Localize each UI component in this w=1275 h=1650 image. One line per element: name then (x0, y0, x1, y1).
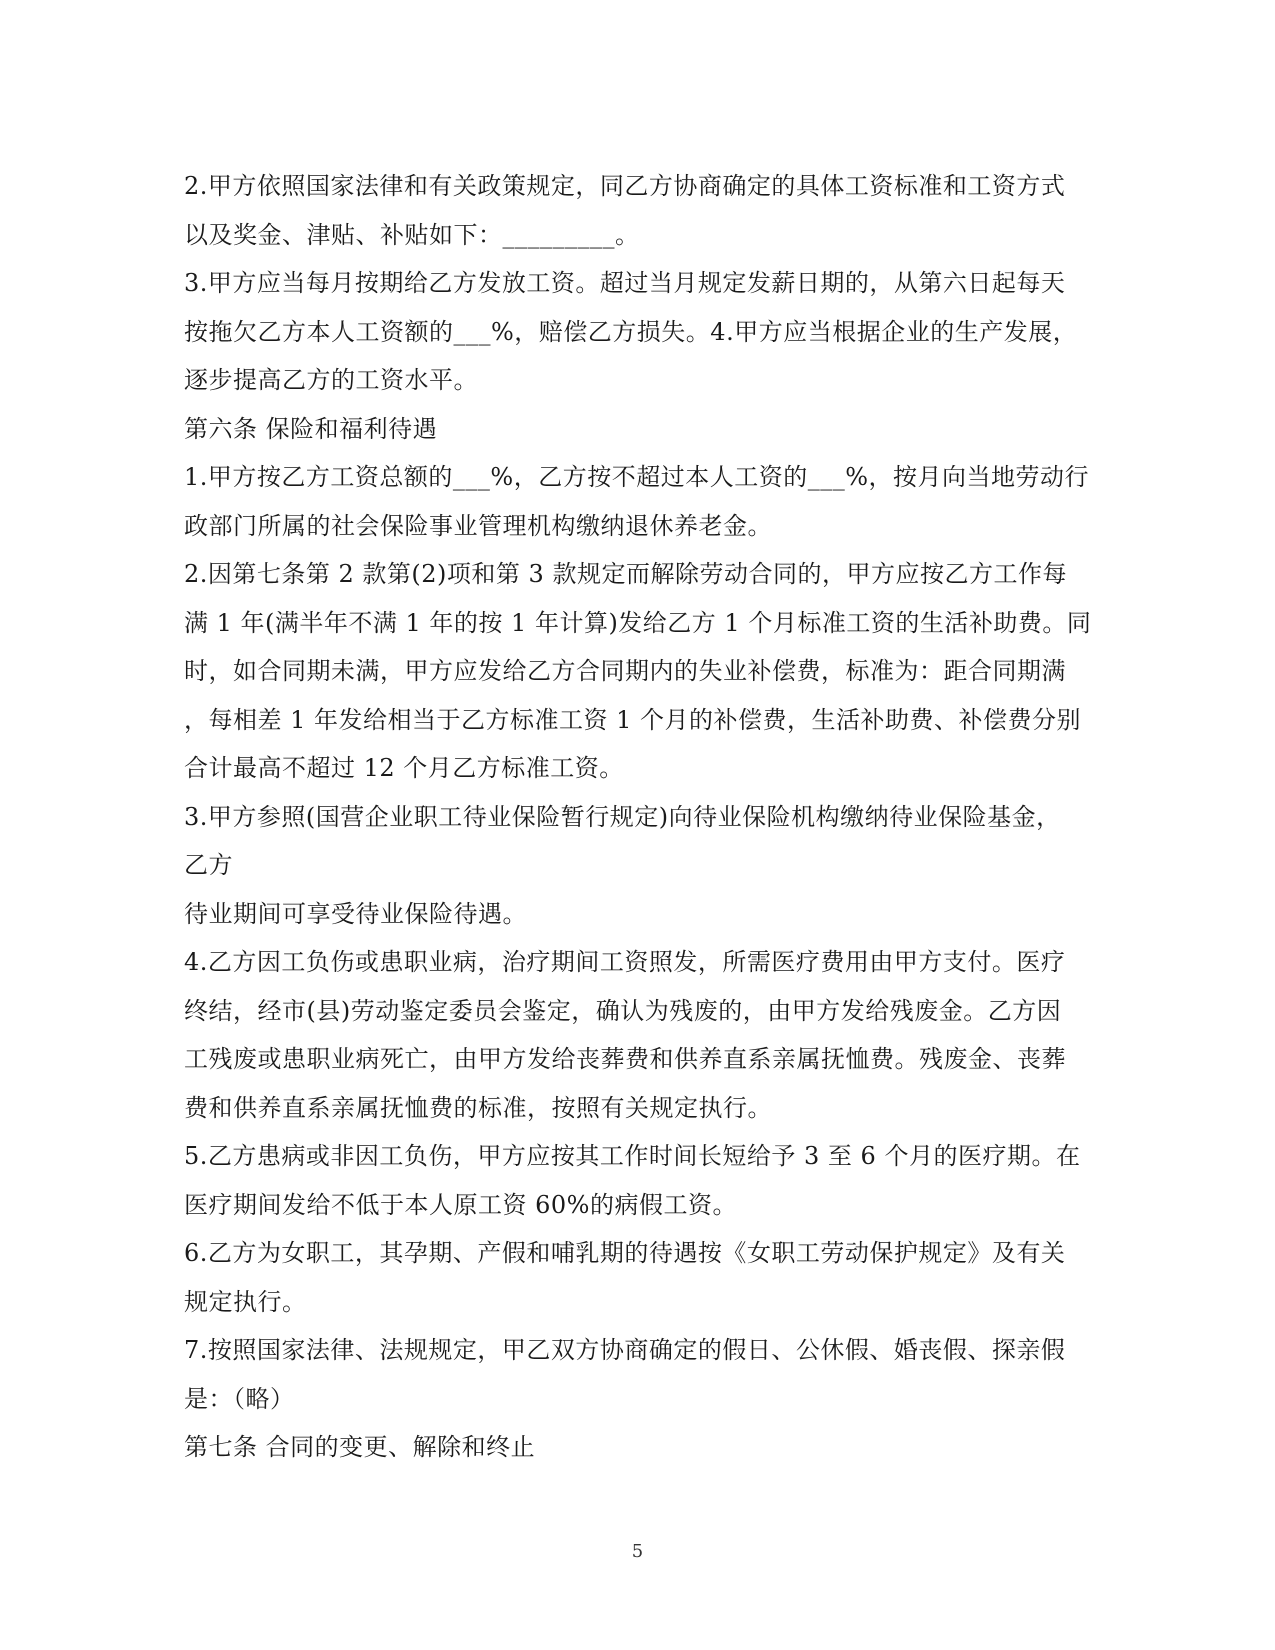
text-line: 2.甲方依照国家法律和有关政策规定，同乙方协商确定的具体工资标准和工资方式 (184, 172, 1066, 200)
text-line: 逐步提高乙方的工资水平。 (184, 366, 478, 394)
text-line: 4.乙方因工负伤或患职业病，治疗期间工资照发，所需医疗费用由甲方支付。医疗 (184, 948, 1066, 976)
text-line: 以及奖金、津贴、补贴如下：_________。 (184, 220, 640, 249)
text-line: 按拖欠乙方本人工资额的___%，赔偿乙方损失。4.甲方应当根据企业的生产发展， (184, 317, 1078, 346)
text-line: 6.乙方为女职工，其孕期、产假和哺乳期的待遇按《女职工劳动保护规定》及有关 (184, 1239, 1066, 1267)
page-number: 5 (631, 1541, 644, 1562)
text-line: 时，如合同期未满，甲方应发给乙方合同期内的失业补偿费，标准为：距合同期满 (184, 657, 1066, 685)
text-line: 7.按照国家法律、法规规定，甲乙双方协商确定的假日、公休假、婚丧假、探亲假 (184, 1336, 1066, 1364)
text-line: 合计最高不超过 12 个月乙方标准工资。 (184, 754, 624, 782)
text-line: ，每相差 1 年发给相当于乙方标准工资 1 个月的补偿费，生活补助费、补偿费分别 (184, 705, 1082, 734)
text-line: 5.乙方患病或非因工负伤，甲方应按其工作时间长短给予 3 至 6 个月的医疗期。在 (184, 1142, 1081, 1170)
text-line: 是：（略） (184, 1384, 295, 1413)
text-line: 1.甲方按乙方工资总额的___%，乙方按不超过本人工资的___%，按月向当地劳动行 (184, 463, 1090, 491)
text-line: 2.因第七条第 2 款第(2)项和第 3 款规定而解除劳动合同的，甲方应按乙方工作每 (184, 560, 1067, 588)
text-line: 3.甲方应当每月按期给乙方发放工资。超过当月规定发薪日期的，从第六日起每天 (184, 269, 1066, 297)
text-line: 终结，经市(县)劳动鉴定委员会鉴定，确认为残废的，由甲方发给残废金。乙方因 (184, 996, 1062, 1025)
text-line: 乙方 (184, 851, 233, 879)
section-heading: 第七条 合同的变更、解除和终止 (184, 1433, 536, 1461)
text-line: 规定执行。 (184, 1287, 307, 1316)
text-line: 3.甲方参照(国营企业职工待业保险暂行规定)向待业保险机构缴纳待业保险基金， (184, 802, 1061, 831)
text-line: 医疗期间发给不低于本人原工资 60%的病假工资。 (184, 1190, 737, 1219)
document-body (184, 162, 1092, 1472)
text-line: 费和供养直系亲属抚恤费的标准，按照有关规定执行。 (184, 1093, 772, 1122)
text-line: 满 1 年(满半年不满 1 年的按 1 年计算)发给乙方 1 个月标准工资的生活补助费。同 (184, 608, 1092, 637)
section-heading: 第六条 保险和福利待遇 (184, 414, 438, 443)
text-line: 待业期间可享受待业保险待遇。 (184, 899, 527, 928)
text-line: 工残废或患职业病死亡，由甲方发给丧葬费和供养直系亲属抚恤费。残废金、丧葬 (184, 1045, 1066, 1073)
text-line: 政部门所属的社会保险事业管理机构缴纳退休养老金。 (184, 511, 772, 540)
